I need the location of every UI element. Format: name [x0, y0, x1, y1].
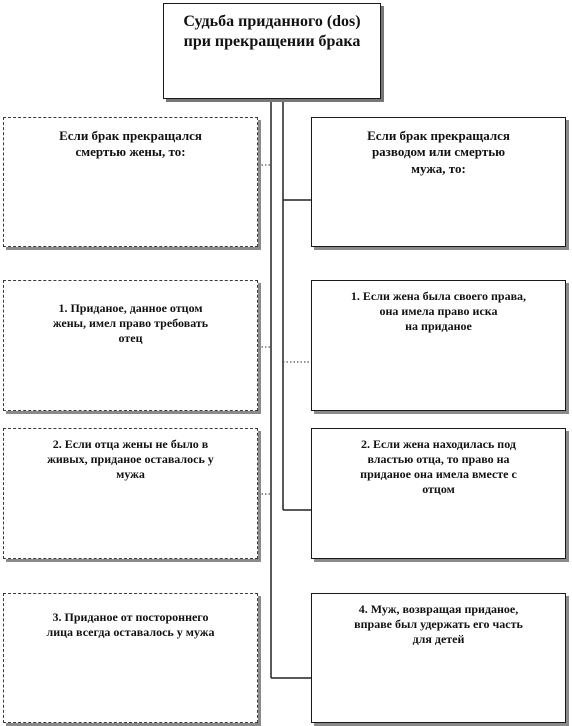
left-item-box-2 — [3, 428, 258, 559]
right-header-text: Если брак прекращался разводом или смертью мужа, то: — [367, 128, 510, 176]
right-item-box-3 — [311, 593, 566, 723]
left-header-text: Если брак прекращался смертью жены, то: — [59, 128, 202, 160]
right-header-box — [311, 117, 566, 247]
title-text: Судьба приданного (dos) при прекращении брака — [183, 13, 361, 50]
right-item-box-1 — [311, 280, 566, 411]
title-box — [163, 3, 381, 99]
right-item-text-3: 4. Муж, возвращая приданое, вправе был удержать его часть для детей — [354, 602, 523, 646]
left-item-box-3 — [3, 593, 258, 723]
left-header-box — [3, 117, 258, 247]
right-item-box-2 — [311, 428, 566, 559]
left-item-text-1: 1. Приданое, данное отцом жены, имел право требовать отец — [52, 301, 209, 345]
right-item-text-2: 2. Если жена находилась под властью отца, то право на приданое она имела вместе с отцом — [360, 437, 517, 496]
left-item-text-2: 2. Если отца жены не было в живых, приданое оставалось у мужа — [47, 437, 214, 481]
right-item-text-1: 1. Если жена была своего права, она имела право иска на приданое — [350, 289, 527, 333]
left-item-box-1 — [3, 280, 258, 411]
left-item-text-3: 3. Приданое от постороннего лица всегда оставалось у мужа — [46, 610, 215, 639]
